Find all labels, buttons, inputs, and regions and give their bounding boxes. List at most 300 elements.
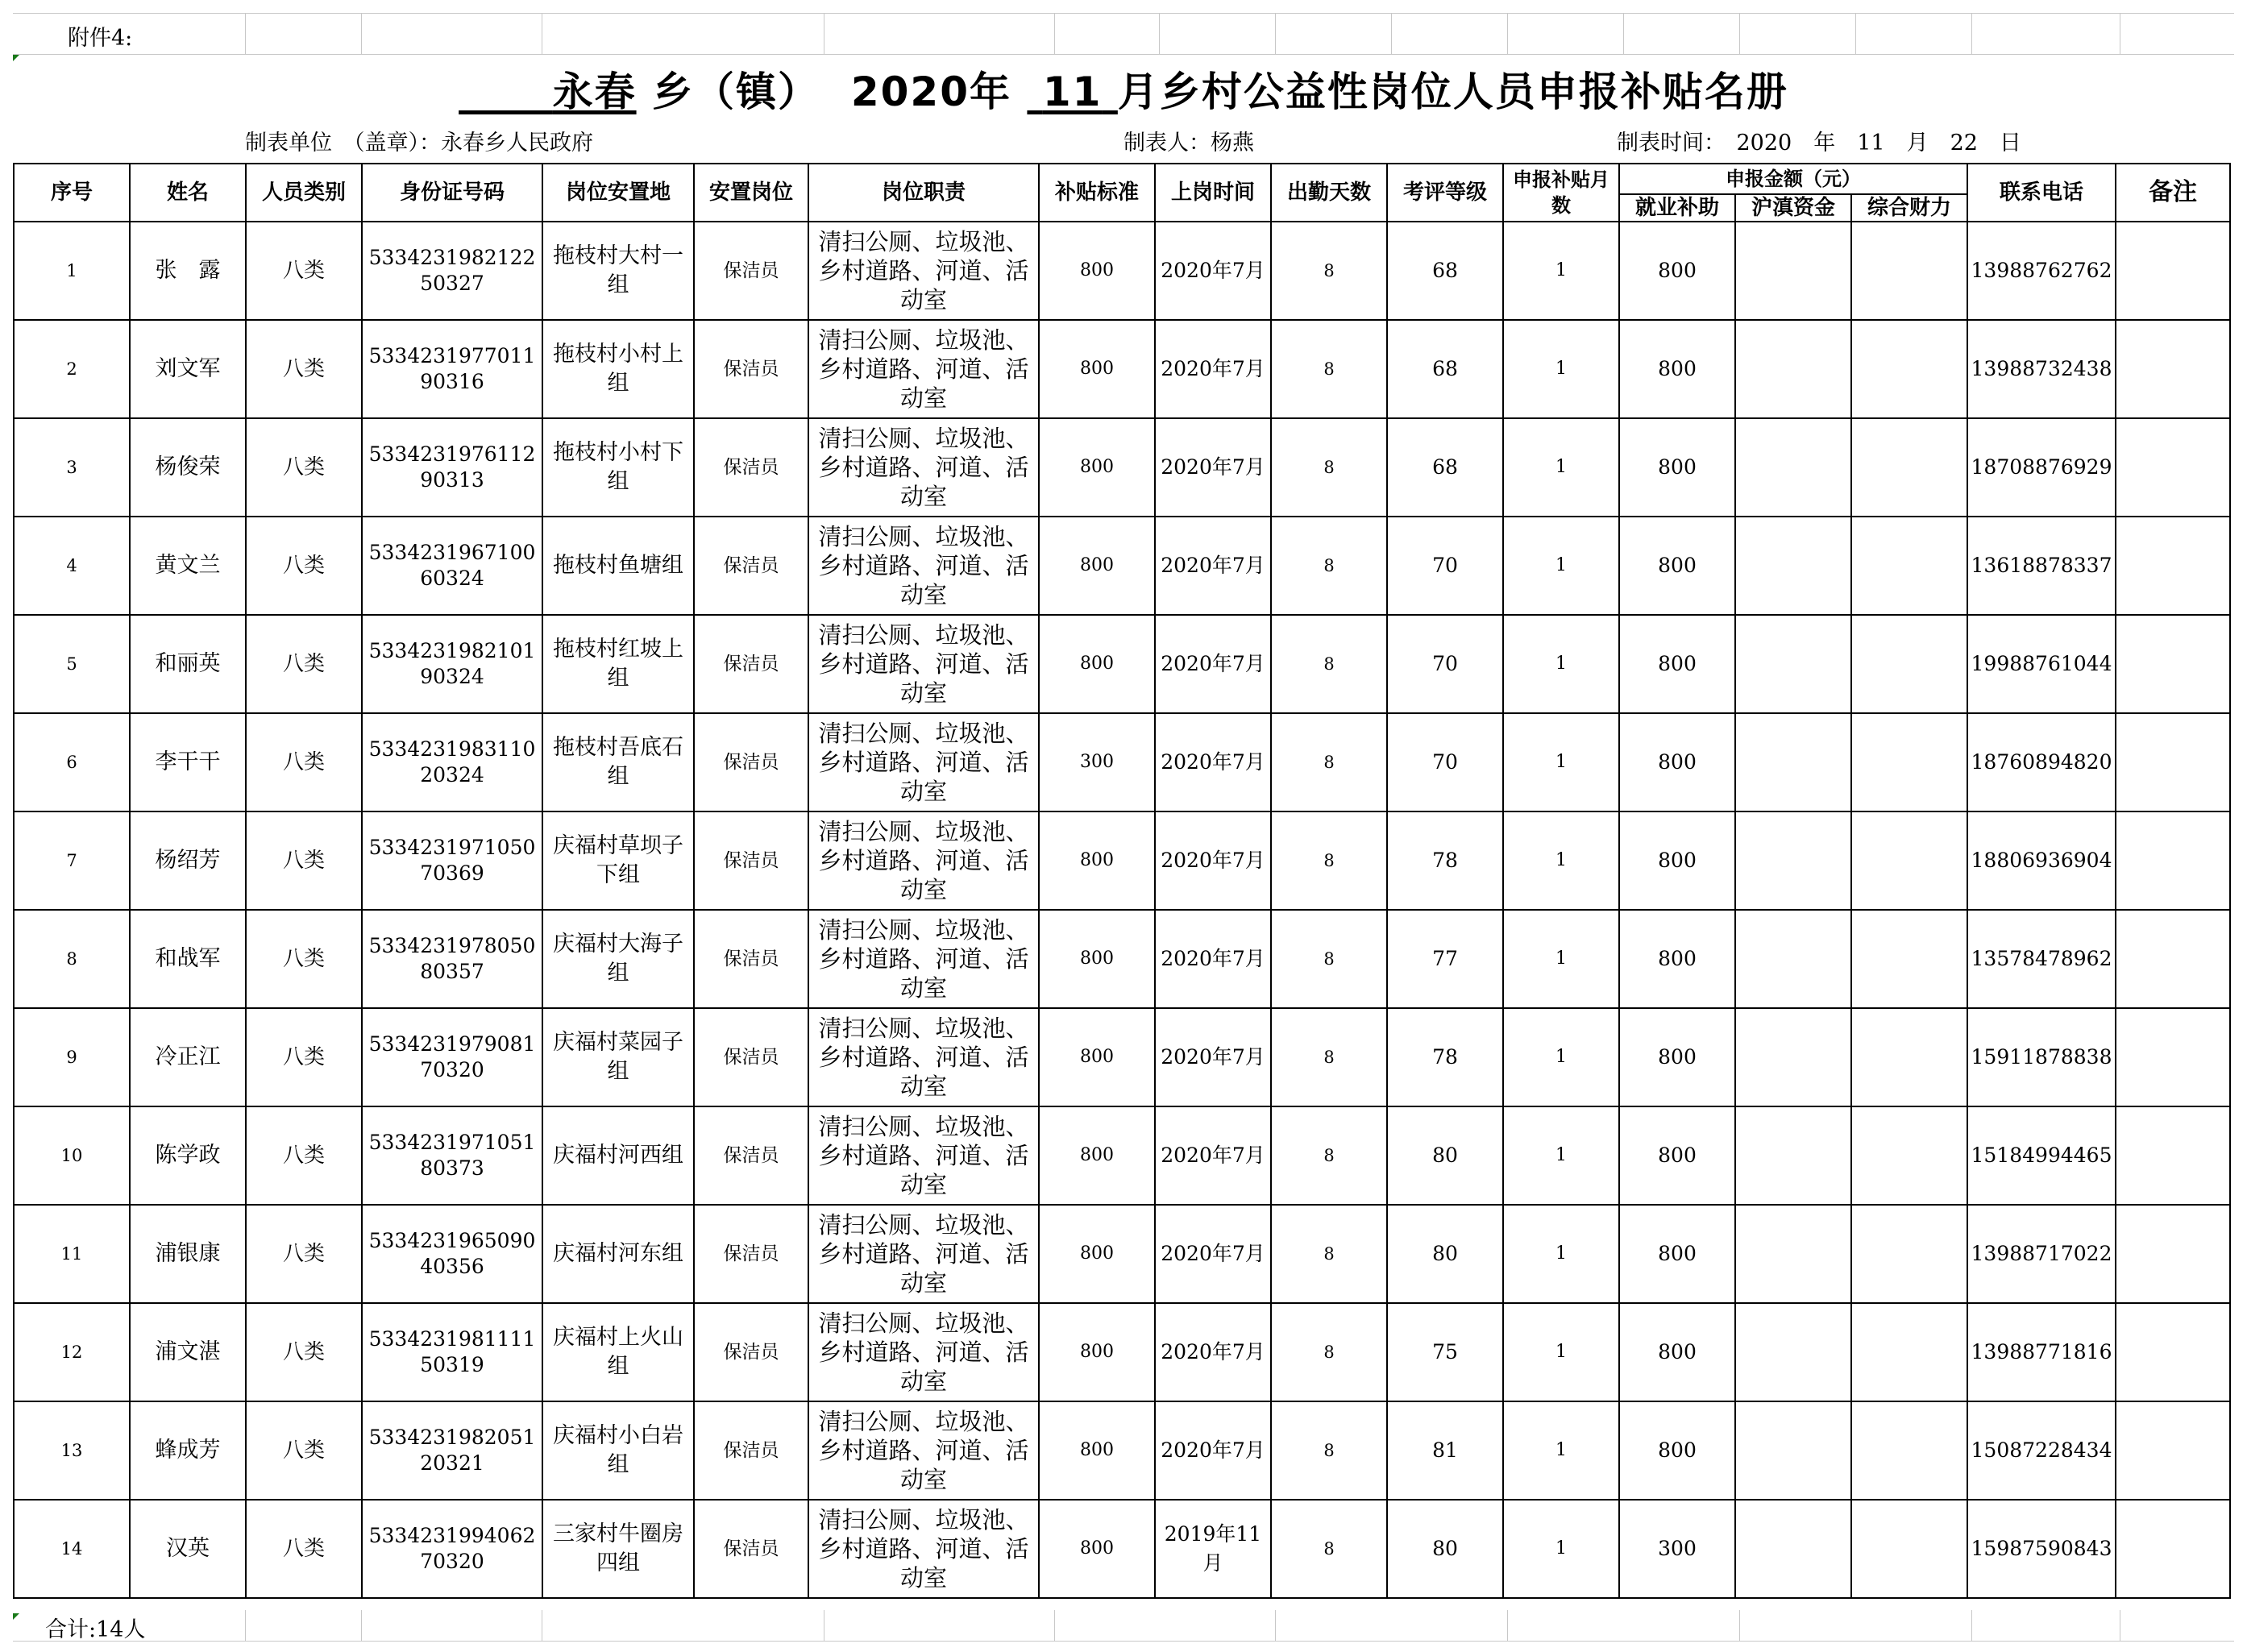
huidian-amount-cell <box>1735 1008 1851 1106</box>
days-cell: 8 <box>1271 1500 1387 1598</box>
remark-cell <box>2116 320 2230 418</box>
months-cell: 1 <box>1503 1205 1619 1303</box>
phone-cell: 15987590843 <box>1967 1500 2116 1598</box>
remark-cell <box>2116 222 2230 320</box>
gridline <box>1054 14 1055 54</box>
table-row <box>14 418 2230 517</box>
grade-cell: 68 <box>1387 320 1503 418</box>
gridline <box>245 1610 246 1641</box>
duty-cell: 清扫公厕、垃圾池、乡村道路、河道、活动室 <box>808 418 1039 517</box>
months-cell: 1 <box>1503 811 1619 910</box>
phone-cell: 15184994465 <box>1967 1106 2116 1205</box>
start-date-cell: 2020年7月 <box>1155 418 1271 517</box>
roster-body <box>14 222 2230 1598</box>
id-number-cell: 533423198210190324 <box>362 615 542 713</box>
huidian-amount-cell <box>1735 517 1851 615</box>
duty-cell: 清扫公厕、垃圾池、乡村道路、河道、活动室 <box>808 222 1039 320</box>
gridline <box>1623 14 1624 54</box>
huidian-amount-cell <box>1735 910 1851 1008</box>
seq-cell: 1 <box>14 222 130 320</box>
employment-amount-cell: 800 <box>1619 1401 1735 1500</box>
post-cell: 保洁员 <box>694 1303 808 1401</box>
table-row <box>14 1500 2230 1598</box>
name-cell: 李干干 <box>130 713 246 811</box>
employment-amount-cell: 800 <box>1619 222 1735 320</box>
start-date-cell: 2020年7月 <box>1155 222 1271 320</box>
months-cell: 1 <box>1503 1401 1619 1500</box>
days-cell: 8 <box>1271 1106 1387 1205</box>
header-finance: 综合财力 <box>1851 194 1967 222</box>
name-cell: 和战军 <box>130 910 246 1008</box>
huidian-amount-cell <box>1735 615 1851 713</box>
location-cell: 拖枝村红坡上组 <box>542 615 694 713</box>
name-cell: 和丽英 <box>130 615 246 713</box>
roster-table <box>13 163 2231 1599</box>
table-row <box>14 222 2230 320</box>
location-cell: 三家村牛圈房四组 <box>542 1500 694 1598</box>
days-cell: 8 <box>1271 222 1387 320</box>
seq-cell: 10 <box>14 1106 130 1205</box>
days-cell: 8 <box>1271 811 1387 910</box>
attachment-row <box>13 13 2234 55</box>
post-cell: 保洁员 <box>694 517 808 615</box>
grade-cell: 75 <box>1387 1303 1503 1401</box>
attachment-label: 附件4: <box>68 26 133 51</box>
employment-amount-cell: 800 <box>1619 418 1735 517</box>
finance-amount-cell <box>1851 1500 1967 1598</box>
seq-cell: 3 <box>14 418 130 517</box>
remark-cell <box>2116 1500 2230 1598</box>
finance-amount-cell <box>1851 222 1967 320</box>
standard-cell: 800 <box>1039 418 1155 517</box>
remark-cell <box>2116 615 2230 713</box>
employment-amount-cell: 800 <box>1619 615 1735 713</box>
phone-cell: 15911878838 <box>1967 1008 2116 1106</box>
days-cell: 8 <box>1271 615 1387 713</box>
employment-amount-cell: 800 <box>1619 713 1735 811</box>
seq-cell: 7 <box>14 811 130 910</box>
start-date-cell: 2020年7月 <box>1155 1205 1271 1303</box>
duty-cell: 清扫公厕、垃圾池、乡村道路、河道、活动室 <box>808 1205 1039 1303</box>
grade-cell: 78 <box>1387 811 1503 910</box>
location-cell: 拖枝村吾底石组 <box>542 713 694 811</box>
id-number-cell: 533423197701190316 <box>362 320 542 418</box>
grade-cell: 80 <box>1387 1205 1503 1303</box>
header-name: 姓名 <box>130 164 246 222</box>
category-cell: 八类 <box>246 1500 362 1598</box>
remark-cell <box>2116 713 2230 811</box>
date-label: 制表时间： 2020 年 11 月 22 日 <box>1617 131 2021 156</box>
days-cell: 8 <box>1271 1401 1387 1500</box>
header-duty: 岗位职责 <box>808 164 1039 222</box>
months-cell: 1 <box>1503 1500 1619 1598</box>
standard-cell: 800 <box>1039 320 1155 418</box>
table-row <box>14 615 2230 713</box>
finance-amount-cell <box>1851 713 1967 811</box>
name-cell: 黄文兰 <box>130 517 246 615</box>
days-cell: 8 <box>1271 1303 1387 1401</box>
category-cell: 八类 <box>246 910 362 1008</box>
duty-cell: 清扫公厕、垃圾池、乡村道路、河道、活动室 <box>808 713 1039 811</box>
title-unit: 乡（镇） <box>652 68 820 115</box>
standard-cell: 800 <box>1039 1205 1155 1303</box>
remark-cell <box>2116 1205 2230 1303</box>
seq-cell: 6 <box>14 713 130 811</box>
start-date-cell: 2020年7月 <box>1155 1401 1271 1500</box>
standard-cell: 800 <box>1039 1303 1155 1401</box>
category-cell: 八类 <box>246 222 362 320</box>
grade-cell: 80 <box>1387 1106 1503 1205</box>
table-row <box>14 1106 2230 1205</box>
seq-cell: 14 <box>14 1500 130 1598</box>
duty-cell: 清扫公厕、垃圾池、乡村道路、河道、活动室 <box>808 1401 1039 1500</box>
total-count: 合计:14人 <box>45 1617 146 1642</box>
name-cell: 杨绍芳 <box>130 811 246 910</box>
finance-amount-cell <box>1851 1008 1967 1106</box>
seq-cell: 13 <box>14 1401 130 1500</box>
phone-cell: 13988717022 <box>1967 1205 2116 1303</box>
grade-cell: 70 <box>1387 615 1503 713</box>
header-standard: 补贴标准 <box>1039 164 1155 222</box>
location-cell: 拖枝村鱼塘组 <box>542 517 694 615</box>
days-cell: 8 <box>1271 713 1387 811</box>
location-cell: 庆福村大海子组 <box>542 910 694 1008</box>
employment-amount-cell: 800 <box>1619 811 1735 910</box>
post-cell: 保洁员 <box>694 1500 808 1598</box>
months-cell: 1 <box>1503 517 1619 615</box>
days-cell: 8 <box>1271 418 1387 517</box>
post-cell: 保洁员 <box>694 910 808 1008</box>
category-cell: 八类 <box>246 1303 362 1401</box>
header-remark: 备注 <box>2116 164 2230 222</box>
employment-amount-cell: 800 <box>1619 1008 1735 1106</box>
duty-cell: 清扫公厕、垃圾池、乡村道路、河道、活动室 <box>808 1303 1039 1401</box>
seq-cell: 2 <box>14 320 130 418</box>
standard-cell: 800 <box>1039 222 1155 320</box>
grade-cell: 68 <box>1387 418 1503 517</box>
category-cell: 八类 <box>246 811 362 910</box>
id-number-cell: 533423196710060324 <box>362 517 542 615</box>
name-cell: 刘文军 <box>130 320 246 418</box>
id-number-cell: 533423197611290313 <box>362 418 542 517</box>
months-cell: 1 <box>1503 713 1619 811</box>
category-cell: 八类 <box>246 418 362 517</box>
phone-cell: 18708876929 <box>1967 418 2116 517</box>
grade-cell: 70 <box>1387 713 1503 811</box>
location-cell: 庆福村河东组 <box>542 1205 694 1303</box>
phone-cell: 13618878337 <box>1967 517 2116 615</box>
table-row <box>14 517 2230 615</box>
finance-amount-cell <box>1851 320 1967 418</box>
id-number-cell: 533423197805080357 <box>362 910 542 1008</box>
header-location: 岗位安置地 <box>542 164 694 222</box>
id-number-cell: 533423197105070369 <box>362 811 542 910</box>
finance-amount-cell <box>1851 1106 1967 1205</box>
header-amount-group: 申报金额（元） <box>1619 164 1967 194</box>
huidian-amount-cell <box>1735 1500 1851 1598</box>
phone-cell: 18806936904 <box>1967 811 2116 910</box>
grade-cell: 68 <box>1387 222 1503 320</box>
months-cell: 1 <box>1503 615 1619 713</box>
standard-cell: 300 <box>1039 713 1155 811</box>
table-row <box>14 811 2230 910</box>
seq-cell: 5 <box>14 615 130 713</box>
huidian-amount-cell <box>1735 418 1851 517</box>
phone-cell: 13988771816 <box>1967 1303 2116 1401</box>
months-cell: 1 <box>1503 1106 1619 1205</box>
location-cell: 庆福村草坝子下组 <box>542 811 694 910</box>
standard-cell: 800 <box>1039 1401 1155 1500</box>
table-row <box>14 1303 2230 1401</box>
header-grade: 考评等级 <box>1387 164 1503 222</box>
name-cell: 杨俊荣 <box>130 418 246 517</box>
category-cell: 八类 <box>246 517 362 615</box>
post-cell: 保洁员 <box>694 222 808 320</box>
grade-cell: 77 <box>1387 910 1503 1008</box>
gridline <box>245 14 246 54</box>
phone-cell: 15087228434 <box>1967 1401 2116 1500</box>
finance-amount-cell <box>1851 811 1967 910</box>
table-row <box>14 320 2230 418</box>
start-date-cell: 2020年7月 <box>1155 1303 1271 1401</box>
category-cell: 八类 <box>246 713 362 811</box>
grade-cell: 81 <box>1387 1401 1503 1500</box>
location-cell: 庆福村上火山组 <box>542 1303 694 1401</box>
gridline <box>1507 1610 1508 1641</box>
gridline <box>1855 14 1856 54</box>
seq-cell: 4 <box>14 517 130 615</box>
duty-cell: 清扫公厕、垃圾池、乡村道路、河道、活动室 <box>808 517 1039 615</box>
location-cell: 拖枝村小村上组 <box>542 320 694 418</box>
days-cell: 8 <box>1271 517 1387 615</box>
remark-cell <box>2116 910 2230 1008</box>
title-year: 2020年 <box>850 68 1011 115</box>
finance-amount-cell <box>1851 910 1967 1008</box>
standard-cell: 800 <box>1039 517 1155 615</box>
seq-cell: 11 <box>14 1205 130 1303</box>
start-date-cell: 2020年7月 <box>1155 615 1271 713</box>
days-cell: 8 <box>1271 910 1387 1008</box>
standard-cell: 800 <box>1039 910 1155 1008</box>
header-months: 申报补贴月数 <box>1503 164 1619 222</box>
gridline <box>1159 14 1160 54</box>
id-number-cell: 533423198311020324 <box>362 713 542 811</box>
category-cell: 八类 <box>246 1205 362 1303</box>
category-cell: 八类 <box>246 615 362 713</box>
id-number-cell: 533423197105180373 <box>362 1106 542 1205</box>
days-cell: 8 <box>1271 1205 1387 1303</box>
name-cell: 浦文湛 <box>130 1303 246 1401</box>
months-cell: 1 <box>1503 910 1619 1008</box>
post-cell: 保洁员 <box>694 418 808 517</box>
huidian-amount-cell <box>1735 1401 1851 1500</box>
name-cell: 浦银康 <box>130 1205 246 1303</box>
phone-cell: 13578478962 <box>1967 910 2116 1008</box>
post-cell: 保洁员 <box>694 1401 808 1500</box>
category-cell: 八类 <box>246 320 362 418</box>
title-town: 永春 <box>552 68 637 115</box>
post-cell: 保洁员 <box>694 320 808 418</box>
employment-amount-cell: 800 <box>1619 320 1735 418</box>
seq-cell: 9 <box>14 1008 130 1106</box>
start-date-cell: 2020年7月 <box>1155 517 1271 615</box>
title-month: 11 <box>1042 68 1103 115</box>
post-cell: 保洁员 <box>694 615 808 713</box>
gridline <box>1971 14 1972 54</box>
header-phone: 联系电话 <box>1967 164 2116 222</box>
duty-cell: 清扫公厕、垃圾池、乡村道路、河道、活动室 <box>808 1008 1039 1106</box>
post-cell: 保洁员 <box>694 1205 808 1303</box>
standard-cell: 800 <box>1039 615 1155 713</box>
id-number-cell: 533423199406270320 <box>362 1500 542 1598</box>
category-cell: 八类 <box>246 1401 362 1500</box>
employment-amount-cell: 800 <box>1619 1205 1735 1303</box>
days-cell: 8 <box>1271 1008 1387 1106</box>
roster-sheet <box>13 13 2234 1641</box>
finance-amount-cell <box>1851 615 1967 713</box>
name-cell: 陈学政 <box>130 1106 246 1205</box>
id-number-cell: 533423198111150319 <box>362 1303 542 1401</box>
employment-amount-cell: 800 <box>1619 910 1735 1008</box>
start-date-cell: 2020年7月 <box>1155 811 1271 910</box>
gridline <box>1275 14 1276 54</box>
remark-cell <box>2116 1401 2230 1500</box>
employment-amount-cell: 300 <box>1619 1500 1735 1598</box>
location-cell: 庆福村菜园子组 <box>542 1008 694 1106</box>
name-cell: 汉英 <box>130 1500 246 1598</box>
start-date-cell: 2020年7月 <box>1155 1106 1271 1205</box>
grade-cell: 70 <box>1387 517 1503 615</box>
months-cell: 1 <box>1503 418 1619 517</box>
duty-cell: 清扫公厕、垃圾池、乡村道路、河道、活动室 <box>808 1106 1039 1205</box>
remark-cell <box>2116 811 2230 910</box>
standard-cell: 800 <box>1039 1500 1155 1598</box>
employment-amount-cell: 800 <box>1619 1303 1735 1401</box>
gridline <box>1971 1610 1972 1641</box>
name-cell: 蜂成芳 <box>130 1401 246 1500</box>
header-huidian: 沪滇资金 <box>1735 194 1851 222</box>
gridline <box>361 1610 362 1641</box>
duty-cell: 清扫公厕、垃圾池、乡村道路、河道、活动室 <box>808 615 1039 713</box>
finance-amount-cell <box>1851 517 1967 615</box>
duty-cell: 清扫公厕、垃圾池、乡村道路、河道、活动室 <box>808 811 1039 910</box>
grade-cell: 80 <box>1387 1500 1503 1598</box>
remark-cell <box>2116 1303 2230 1401</box>
months-cell: 1 <box>1503 222 1619 320</box>
gridline <box>1739 14 1740 54</box>
location-cell: 庆福村小白岩组 <box>542 1401 694 1500</box>
start-date-cell: 2020年7月 <box>1155 713 1271 811</box>
employment-amount-cell: 800 <box>1619 1106 1735 1205</box>
category-cell: 八类 <box>246 1008 362 1106</box>
gridline <box>1739 1610 1740 1641</box>
phone-cell: 13988732438 <box>1967 320 2116 418</box>
location-cell: 拖枝村大村一组 <box>542 222 694 320</box>
remark-cell <box>2116 418 2230 517</box>
table-row <box>14 910 2230 1008</box>
phone-cell: 19988761044 <box>1967 615 2116 713</box>
remark-cell <box>2116 1008 2230 1106</box>
months-cell: 1 <box>1503 1008 1619 1106</box>
duty-cell: 清扫公厕、垃圾池、乡村道路、河道、活动室 <box>808 910 1039 1008</box>
preparer-label: 制表人：杨燕 <box>1124 131 1254 156</box>
page-title <box>13 60 2234 124</box>
header-seq: 序号 <box>14 164 130 222</box>
standard-cell: 800 <box>1039 811 1155 910</box>
huidian-amount-cell <box>1735 1106 1851 1205</box>
months-cell: 1 <box>1503 1303 1619 1401</box>
title-rest: 月乡村公益性岗位人员申报补贴名册 <box>1117 68 1788 115</box>
header-id-number: 身份证号码 <box>362 164 542 222</box>
post-cell: 保洁员 <box>694 811 808 910</box>
start-date-cell: 2020年7月 <box>1155 1008 1271 1106</box>
huidian-amount-cell <box>1735 1303 1851 1401</box>
grade-cell: 78 <box>1387 1008 1503 1106</box>
post-cell: 保洁员 <box>694 1008 808 1106</box>
id-number-cell: 533423196509040356 <box>362 1205 542 1303</box>
table-row <box>14 1008 2230 1106</box>
duty-cell: 清扫公厕、垃圾池、乡村道路、河道、活动室 <box>808 320 1039 418</box>
header-start: 上岗时间 <box>1155 164 1271 222</box>
header-post: 安置岗位 <box>694 164 808 222</box>
seq-cell: 12 <box>14 1303 130 1401</box>
phone-cell: 13988762762 <box>1967 222 2116 320</box>
id-number-cell: 533423198205120321 <box>362 1401 542 1500</box>
employment-amount-cell: 800 <box>1619 517 1735 615</box>
huidian-amount-cell <box>1735 713 1851 811</box>
start-date-cell: 2020年7月 <box>1155 320 1271 418</box>
standard-cell: 800 <box>1039 1106 1155 1205</box>
seq-cell: 8 <box>14 910 130 1008</box>
org-label: 制表单位 （盖章）：永春乡人民政府 <box>245 131 593 156</box>
name-cell: 张 露 <box>130 222 246 320</box>
finance-amount-cell <box>1851 418 1967 517</box>
location-cell: 拖枝村小村下组 <box>542 418 694 517</box>
table-row <box>14 713 2230 811</box>
huidian-amount-cell <box>1735 320 1851 418</box>
start-date-cell: 2020年7月 <box>1155 910 1271 1008</box>
id-number-cell: 533423197908170320 <box>362 1008 542 1106</box>
category-cell: 八类 <box>246 1106 362 1205</box>
gridline <box>361 14 362 54</box>
remark-cell <box>2116 1106 2230 1205</box>
name-cell: 冷正江 <box>130 1008 246 1106</box>
finance-amount-cell <box>1851 1303 1967 1401</box>
header-days: 出勤天数 <box>1271 164 1387 222</box>
header-category: 人员类别 <box>246 164 362 222</box>
location-cell: 庆福村河西组 <box>542 1106 694 1205</box>
start-date-cell: 2019年11月 <box>1155 1500 1271 1598</box>
post-cell: 保洁员 <box>694 713 808 811</box>
months-cell: 1 <box>1503 320 1619 418</box>
standard-cell: 800 <box>1039 1008 1155 1106</box>
finance-amount-cell <box>1851 1401 1967 1500</box>
days-cell: 8 <box>1271 320 1387 418</box>
huidian-amount-cell <box>1735 1205 1851 1303</box>
gridline <box>1391 14 1392 54</box>
gridline <box>1275 1610 1276 1641</box>
footer-row <box>13 1610 2234 1642</box>
table-row <box>14 1401 2230 1500</box>
remark-cell <box>2116 517 2230 615</box>
cell-comment-marker <box>13 1613 19 1620</box>
gridline <box>1507 14 1508 54</box>
id-number-cell: 533423198212250327 <box>362 222 542 320</box>
phone-cell: 18760894820 <box>1967 713 2116 811</box>
table-row <box>14 1205 2230 1303</box>
duty-cell: 清扫公厕、垃圾池、乡村道路、河道、活动室 <box>808 1500 1039 1598</box>
header-employment: 就业补助 <box>1619 194 1735 222</box>
